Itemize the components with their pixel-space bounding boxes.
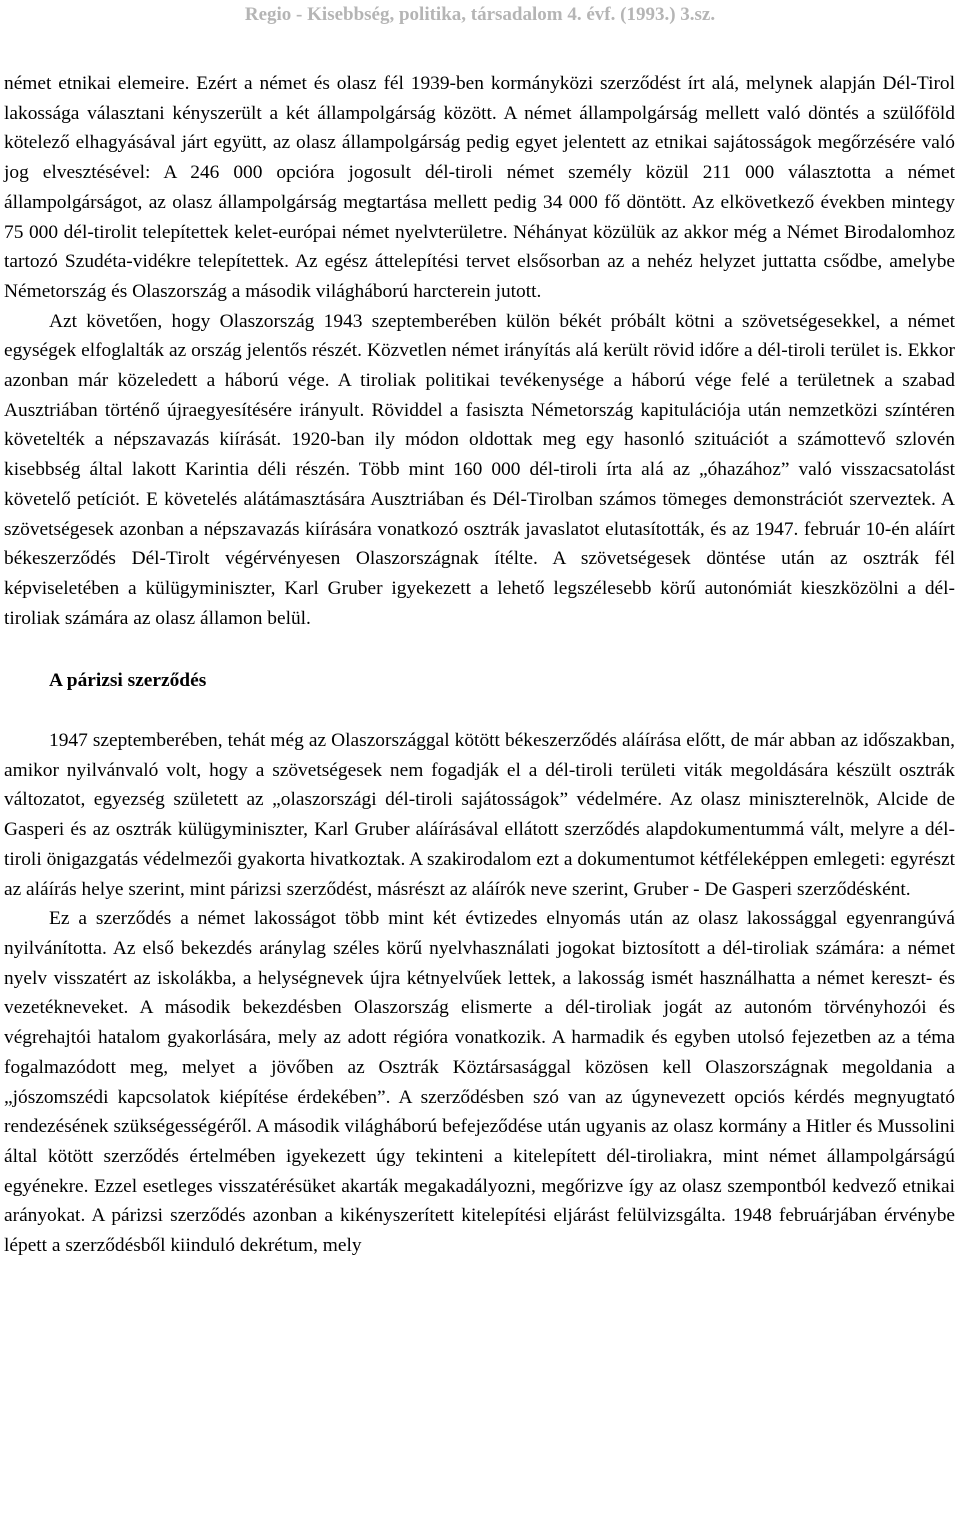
body-paragraph-3: 1947 szeptemberében, tehát még az Olaszországgal kötött békeszerződés aláírása előtt, de már abban az időszakban, amikor nyilvánvaló volt, hogy a szövetségesek nem fogadják el a dél-tiroli területi viták megoldására készült osztrák változatot, egyezség született az „olaszországi dél-tiroli sajátosságok” védelmére. Az olasz miniszterelnök, Alcide de Gasperi és az osztrák külügyminiszter, Karl Gruber aláírásával ellátott szerződés alapdokumentummá vált, melyre a dél-tiroli önigazgatás védelmezői gyakorta hivatkoztak. A szakirodalom ezt a dokumentumot kétféleképpen emlegeti: egyrészt az aláírás helye szerint, mint párizsi szerződést, másrészt az aláírók neve szerint, Gruber - De Gasperi szerződésként. xyxy=(4,730,955,900)
body-paragraph-2: Azt követően, hogy Olaszország 1943 szeptemberében külön békét próbált kötni a szövetségesekkel, a német egységek elfoglalták az ország jelentős részét. Közvetlen német irányítás alá került rövid időre a dél-tiroli terület is. Ekkor azonban már közeledett a háború vége. A tiroliak politikai tevékenysége a háború vége felé a területnek a szabad Ausztriában történő újraegyesítésére irányult. Röviddel a fasiszta Németország kapitulációja után nemzetközi színtéren követelték a népszavazás kiírását. 1920-ban ily módon oldottak meg egy hasonló szituációt a számottevő szlovén kisebbség által lakott Karintia déli részén. Több mint 160 000 dél-tiroli írta alá az „óhazához” való visszacsatolást követelő petíciót. E követelés alátámasztására Ausztriában és Dél-Tirolban számos tömeges demonstrációt szerveztek. A szövetségesek azonban a népszavazás kiírására vonatkozó osztrák javaslatot elutasították, és az 1947. február 10-én aláírt békeszerződés Dél-Tirolt végérvényesen Olaszországnak ítélte. A szövetségesek döntése után az osztrák fél képviseletében a külügyminiszter, Karl Gruber igyekezett a lehető legszélesebb körű autonómiát kieszközölni a dél-tiroliak számára az olasz államon belül. xyxy=(4,310,955,629)
body-paragraph-4: Ez a szerződés a német lakosságot több mint két évtizedes elnyomás után az olasz lakossággal egyenrangúvá nyilvánította. Az első bekezdés aránylag széles körű nyelvhasználati jogokat biztosított a dél-tiroliak számára: a német nyelv visszatért az iskolákba, a helységnevek újra kétnyelvűek lettek, a lakosság ismét használhatta a német kereszt- és vezetékneveket. A második bekezdésben Olaszország elismerte a dél-tiroliak jogát az autonóm törvényhozói és végrehajtói hatalom gyakorlására, mely az adott régióra vonatkozik. A harmadik és egyben utolsó fejezetben az a téma fogalmazódott meg, melyet a jövőben az Osztrák Köztársasággal közösen kell Olaszországnak megoldania a „jószomszédi kapcsolatok kiépítése érdekében”. A szerződésben szó van az úgynevezett opciós kérdés megnyugtató rendezésének szükségességéről. A második világháború befejeződése után ugyanis az olasz kormány a Hitler és Mussolini által kötött szerződés értelmében igyekezett úgy tekinteni a kitelepített dél-tiroliakra, mint német állampolgárságú egyénekre. Ezzel esetleges visszatérésüket akarták megakadályozni, megőrizve így az olasz szempontból kedvező etnikai arányokat. A párizsi szerződés azonban a kikényszerített kitelepítési eljárást felülvizsgálta. 1948 februárjában érvénybe lépett a szerződésből kiinduló dekrétum, mely xyxy=(4,908,955,1257)
running-header: Regio - Kisebbség, politika, társadalom 4. évf. (1993.) 3.sz. xyxy=(244,4,716,25)
body-paragraph-1: német etnikai elemeire. Ezért a német és olasz fél 1939-ben kormányközi szerződést írt alá, melynek alapján Dél-Tirol lakossága választani kényszerült a két állampolgárság között. A német állampolgárság mellett való döntés a szülőföld kötelező elhagyásával járt együtt, az olasz állampolgárság pedig egyet jelentett az etnikai sajátosságok megőrzésére való jog elvesztésével: A 246 000 opcióra jogosult dél-tiroli német személy közül 211 000 választotta a német állampolgárságot, az olasz állampolgárság megtartása mellett pedig 34 000 fő döntött. Az elkövetkező években mintegy 75 000 dél-tirolit telepítettek kelet-európai német nyelvterületre. Néhányat közülük az akkor még a Német Birodalomhoz tartozó Szudéta-vidékre telepítettek. Az egész áttelepítési tervet elsősorban az a nehéz helyzet juttatta csődbe, amelybe Németország és Olaszország a második világháború harcterein jutott. xyxy=(4,73,955,302)
document-body xyxy=(4,69,955,1261)
section-heading: A párizsi szerződés xyxy=(49,670,207,692)
